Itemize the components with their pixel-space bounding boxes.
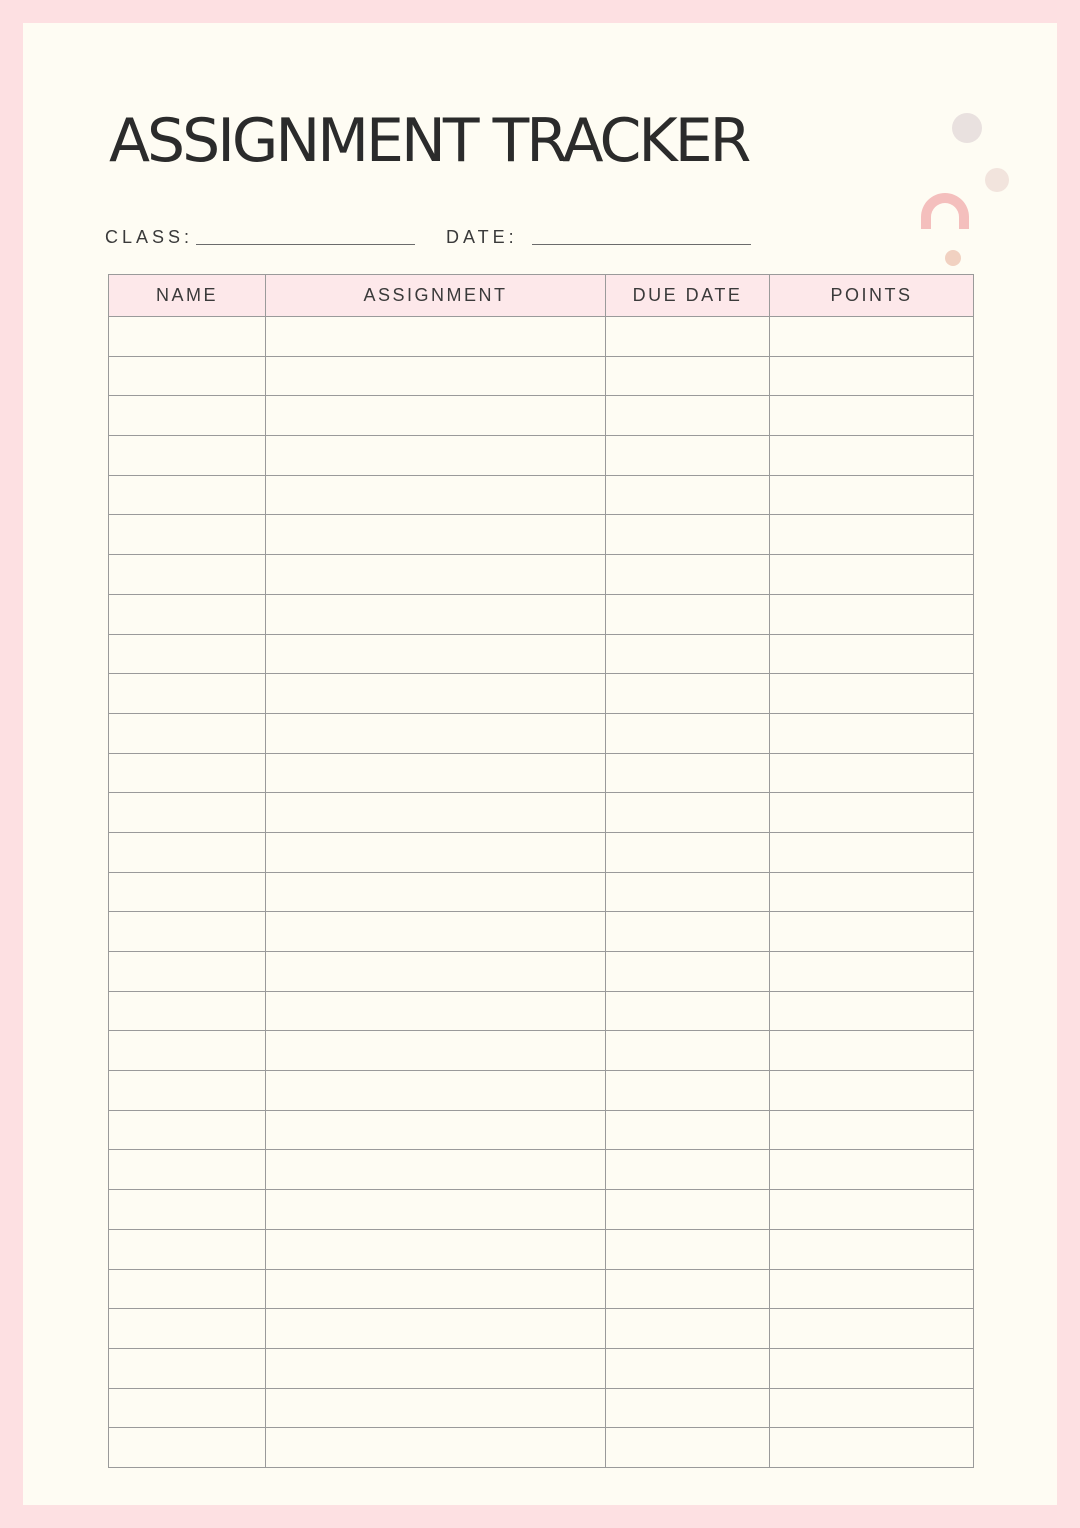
table-row <box>109 1309 974 1349</box>
points-cell[interactable] <box>770 1150 974 1190</box>
points-cell[interactable] <box>770 356 974 396</box>
assignment-cell[interactable] <box>266 991 606 1031</box>
table-row <box>109 1071 974 1111</box>
points-cell[interactable] <box>770 1190 974 1230</box>
table-row <box>109 1348 974 1388</box>
points-cell[interactable] <box>770 952 974 992</box>
name-cell[interactable] <box>109 1150 266 1190</box>
assignment-cell[interactable] <box>266 912 606 952</box>
points-cell[interactable] <box>770 753 974 793</box>
table-row <box>109 555 974 595</box>
name-cell[interactable] <box>109 713 266 753</box>
name-cell[interactable] <box>109 1428 266 1468</box>
due-date-cell[interactable] <box>606 634 770 674</box>
table-row <box>109 594 974 634</box>
name-cell[interactable] <box>109 753 266 793</box>
column-header-due-date: DUE DATE <box>606 275 770 317</box>
assignment-cell[interactable] <box>266 594 606 634</box>
name-cell[interactable] <box>109 952 266 992</box>
table-row <box>109 912 974 952</box>
table-row <box>109 1110 974 1150</box>
table-row <box>109 1150 974 1190</box>
name-cell[interactable] <box>109 594 266 634</box>
name-cell[interactable] <box>109 436 266 476</box>
points-cell[interactable] <box>770 555 974 595</box>
assignment-cell[interactable] <box>266 356 606 396</box>
points-cell[interactable] <box>770 436 974 476</box>
table-row <box>109 793 974 833</box>
assignment-cell[interactable] <box>266 634 606 674</box>
class-input-line[interactable] <box>196 244 415 245</box>
due-date-cell[interactable] <box>606 1031 770 1071</box>
column-header-name: NAME <box>109 275 266 317</box>
due-date-cell[interactable] <box>606 515 770 555</box>
table-row <box>109 713 974 753</box>
name-cell[interactable] <box>109 872 266 912</box>
assignment-cell[interactable] <box>266 952 606 992</box>
planner-page <box>23 23 1057 1505</box>
due-date-cell[interactable] <box>606 475 770 515</box>
name-cell[interactable] <box>109 832 266 872</box>
decorative-shapes <box>913 83 1023 273</box>
points-cell[interactable] <box>770 634 974 674</box>
table-row <box>109 634 974 674</box>
rainbow-icon <box>921 193 969 229</box>
grey-dot-icon <box>952 113 982 143</box>
points-cell[interactable] <box>770 1269 974 1309</box>
points-cell[interactable] <box>770 713 974 753</box>
assignment-cell[interactable] <box>266 674 606 714</box>
due-date-cell[interactable] <box>606 1150 770 1190</box>
table-row <box>109 1031 974 1071</box>
name-cell[interactable] <box>109 1190 266 1230</box>
name-cell[interactable] <box>109 1309 266 1349</box>
assignment-cell[interactable] <box>266 1229 606 1269</box>
due-date-cell[interactable] <box>606 396 770 436</box>
assignment-cell[interactable] <box>266 1071 606 1111</box>
points-cell[interactable] <box>770 872 974 912</box>
beige-dot-icon <box>985 168 1009 192</box>
table-body <box>109 317 974 1468</box>
due-date-cell[interactable] <box>606 1110 770 1150</box>
assignment-cell[interactable] <box>266 436 606 476</box>
name-cell[interactable] <box>109 1269 266 1309</box>
due-date-cell[interactable] <box>606 1229 770 1269</box>
name-cell[interactable] <box>109 1031 266 1071</box>
due-date-cell[interactable] <box>606 555 770 595</box>
points-cell[interactable] <box>770 1229 974 1269</box>
assignment-cell[interactable] <box>266 1150 606 1190</box>
points-cell[interactable] <box>770 475 974 515</box>
due-date-cell[interactable] <box>606 753 770 793</box>
name-cell[interactable] <box>109 634 266 674</box>
name-cell[interactable] <box>109 1348 266 1388</box>
assignment-cell[interactable] <box>266 1190 606 1230</box>
points-cell[interactable] <box>770 515 974 555</box>
table-row <box>109 674 974 714</box>
assignment-cell[interactable] <box>266 1269 606 1309</box>
due-date-cell[interactable] <box>606 912 770 952</box>
name-cell[interactable] <box>109 912 266 952</box>
table-row <box>109 436 974 476</box>
due-date-cell[interactable] <box>606 356 770 396</box>
points-cell[interactable] <box>770 317 974 357</box>
due-date-cell[interactable] <box>606 1190 770 1230</box>
assignment-cell[interactable] <box>266 396 606 436</box>
name-cell[interactable] <box>109 515 266 555</box>
assignment-cell[interactable] <box>266 1388 606 1428</box>
table-row <box>109 832 974 872</box>
assignment-cell[interactable] <box>266 555 606 595</box>
points-cell[interactable] <box>770 1031 974 1071</box>
points-cell[interactable] <box>770 1071 974 1111</box>
due-date-cell[interactable] <box>606 1269 770 1309</box>
due-date-cell[interactable] <box>606 1309 770 1349</box>
name-cell[interactable] <box>109 1229 266 1269</box>
assignment-cell[interactable] <box>266 1309 606 1349</box>
points-cell[interactable] <box>770 396 974 436</box>
points-cell[interactable] <box>770 793 974 833</box>
name-cell[interactable] <box>109 674 266 714</box>
date-input-line[interactable] <box>532 244 751 245</box>
points-cell[interactable] <box>770 1388 974 1428</box>
points-cell[interactable] <box>770 594 974 634</box>
name-cell[interactable] <box>109 317 266 357</box>
assignment-cell[interactable] <box>266 1348 606 1388</box>
assignment-cell[interactable] <box>266 475 606 515</box>
points-cell[interactable] <box>770 832 974 872</box>
table-row <box>109 952 974 992</box>
due-date-cell[interactable] <box>606 594 770 634</box>
name-cell[interactable] <box>109 475 266 515</box>
assignment-cell[interactable] <box>266 713 606 753</box>
table-row <box>109 1190 974 1230</box>
name-cell[interactable] <box>109 991 266 1031</box>
assignment-cell[interactable] <box>266 1110 606 1150</box>
page-title: ASSIGNMENT TRACKER <box>109 106 749 176</box>
points-cell[interactable] <box>770 1110 974 1150</box>
table-row <box>109 396 974 436</box>
due-date-cell[interactable] <box>606 1348 770 1388</box>
name-cell[interactable] <box>109 356 266 396</box>
tan-dot-icon <box>945 250 961 266</box>
table-row <box>109 1269 974 1309</box>
points-cell[interactable] <box>770 1428 974 1468</box>
table-row <box>109 1388 974 1428</box>
points-cell[interactable] <box>770 991 974 1031</box>
due-date-cell[interactable] <box>606 991 770 1031</box>
due-date-cell[interactable] <box>606 952 770 992</box>
table-row <box>109 356 974 396</box>
assignment-cell[interactable] <box>266 872 606 912</box>
date-label: DATE: <box>446 227 518 247</box>
due-date-cell[interactable] <box>606 1388 770 1428</box>
points-cell[interactable] <box>770 1309 974 1349</box>
due-date-cell[interactable] <box>606 436 770 476</box>
table-row <box>109 991 974 1031</box>
table-row <box>109 515 974 555</box>
assignment-cell[interactable] <box>266 515 606 555</box>
name-cell[interactable] <box>109 1071 266 1111</box>
table-row <box>109 872 974 912</box>
assignment-cell[interactable] <box>266 1031 606 1071</box>
table-header-row <box>109 275 974 317</box>
due-date-cell[interactable] <box>606 713 770 753</box>
due-date-cell[interactable] <box>606 317 770 357</box>
name-cell[interactable] <box>109 793 266 833</box>
due-date-cell[interactable] <box>606 1071 770 1111</box>
name-cell[interactable] <box>109 1388 266 1428</box>
name-cell[interactable] <box>109 396 266 436</box>
due-date-cell[interactable] <box>606 872 770 912</box>
points-cell[interactable] <box>770 912 974 952</box>
due-date-cell[interactable] <box>606 832 770 872</box>
assignment-cell[interactable] <box>266 832 606 872</box>
class-label: CLASS: <box>105 227 194 247</box>
table-row <box>109 475 974 515</box>
due-date-cell[interactable] <box>606 793 770 833</box>
assignment-cell[interactable] <box>266 1428 606 1468</box>
due-date-cell[interactable] <box>606 1428 770 1468</box>
due-date-cell[interactable] <box>606 674 770 714</box>
assignment-table <box>108 274 974 1468</box>
table-row <box>109 753 974 793</box>
column-header-points: POINTS <box>770 275 974 317</box>
assignment-cell[interactable] <box>266 317 606 357</box>
name-cell[interactable] <box>109 555 266 595</box>
table-row <box>109 317 974 357</box>
table-row <box>109 1428 974 1468</box>
points-cell[interactable] <box>770 674 974 714</box>
points-cell[interactable] <box>770 1348 974 1388</box>
name-cell[interactable] <box>109 1110 266 1150</box>
assignment-cell[interactable] <box>266 793 606 833</box>
assignment-cell[interactable] <box>266 753 606 793</box>
table-row <box>109 1229 974 1269</box>
column-header-assignment: ASSIGNMENT <box>266 275 606 317</box>
